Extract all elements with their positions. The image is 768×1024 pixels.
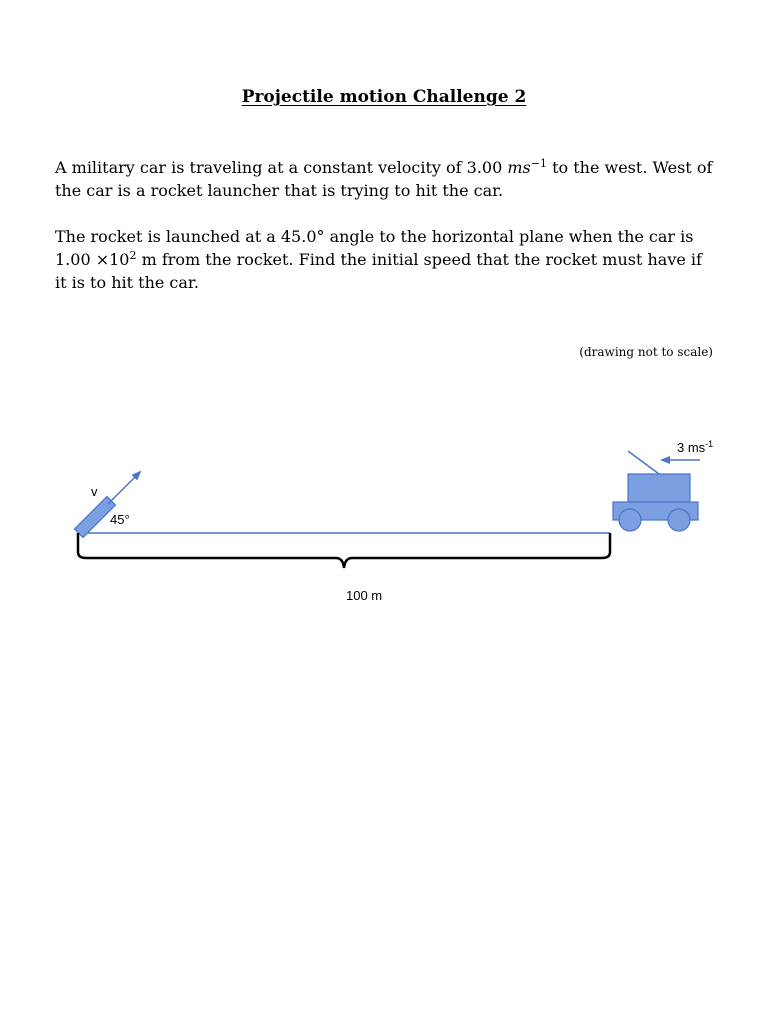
- car-speed-value: 3 ms: [677, 440, 706, 455]
- military-car: [613, 451, 698, 531]
- velocity-arrow: [108, 472, 140, 504]
- angle-label: 45°: [110, 512, 130, 527]
- car-antenna: [628, 451, 659, 474]
- velocity-unit-exponent: −1: [530, 156, 547, 170]
- distance-brace: [78, 533, 610, 568]
- page-title: Projectile motion Challenge 2: [241, 87, 527, 107]
- paragraph-2-text-b: m from the rocket. Find the initial speed that the rocket must have if it is to hit the car.: [55, 250, 702, 292]
- car-speed-label: [677, 439, 713, 455]
- velocity-label: v: [91, 484, 98, 499]
- car-speed-exponent: -1: [705, 439, 714, 449]
- velocity-unit: ms: [507, 158, 531, 177]
- distance-exponent: 2: [129, 248, 137, 262]
- car-top: [628, 474, 690, 502]
- paragraph-1-text-a: A military car is traveling at a constant velocity of 3.00: [55, 158, 508, 177]
- car-front-wheel: [619, 509, 641, 531]
- car-rear-wheel: [668, 509, 690, 531]
- scale-note: (drawing not to scale): [579, 345, 713, 359]
- distance-label: 100 m: [346, 588, 383, 603]
- paragraph-1-text-b: to the west. West of the car is a rocket launcher that is trying to hit the car.: [55, 158, 713, 200]
- paragraph-2-text-a: The rocket is launched at a 45.0° angle to the horizontal plane when the car is 1.00 ×10: [55, 227, 694, 269]
